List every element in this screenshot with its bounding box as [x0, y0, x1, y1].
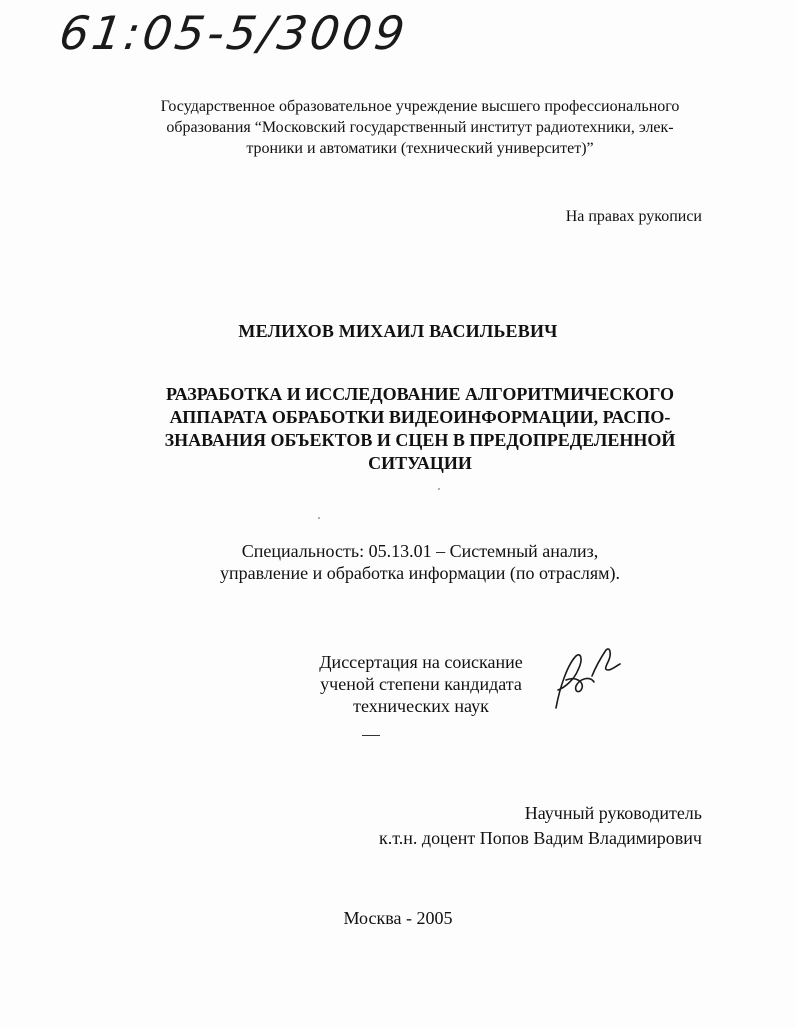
degree-line-3: технических наук	[353, 696, 489, 716]
supervisor-block	[379, 801, 702, 851]
specialty-line-1: Специальность: 05.13.01 – Системный анализ,	[241, 541, 599, 561]
title-line-1: РАЗРАБОТКА И ИССЛЕДОВАНИЕ АЛГОРИТМИЧЕСКОГО	[166, 384, 674, 404]
degree-line-2: ученой степени кандидата	[320, 674, 522, 694]
specialty-line-2: управление и обработка информации (по отраслям).	[219, 563, 621, 583]
title-line-2: АППАРАТА ОБРАБОТКИ ВИДЕОИНФОРМАЦИИ, РАСПО-	[169, 407, 671, 427]
supervisor-label: Научный руководитель	[524, 803, 702, 823]
degree-line-1: Диссертация на соискание	[319, 652, 523, 672]
rights-note: На правах рукописи	[565, 208, 702, 225]
paper-speck	[438, 488, 440, 490]
title-line-4: СИТУАЦИИ	[368, 453, 472, 473]
dissertation-title	[120, 383, 720, 475]
institution-line-2: образования “Московский государственный институт радиотехники, элек-	[166, 119, 674, 136]
archive-code-handwritten: 61:05-5/3009	[56, 6, 411, 60]
institution-line-3: троники и автоматики (технический университет)”	[246, 140, 594, 157]
specialty-block	[120, 540, 720, 584]
institution-line-1: Государственное образовательное учреждение высшего профессионального	[160, 98, 680, 115]
city-year: Москва - 2005	[343, 908, 453, 928]
institution-block	[120, 96, 720, 159]
author-signature	[546, 636, 626, 716]
title-line-3: ЗНАВАНИЯ ОБЪЕКТОВ И СЦЕН В ПРЕДОПРЕДЕЛЕННОЙ	[164, 430, 676, 450]
stray-dash-mark	[362, 735, 380, 736]
author-name: МЕЛИХОВ МИХАИЛ ВАСИЛЬЕВИЧ	[238, 321, 558, 341]
paper-speck	[318, 517, 320, 519]
degree-block	[296, 651, 546, 717]
supervisor-name: к.т.н. доцент Попов Вадим Владимирович	[379, 828, 702, 848]
